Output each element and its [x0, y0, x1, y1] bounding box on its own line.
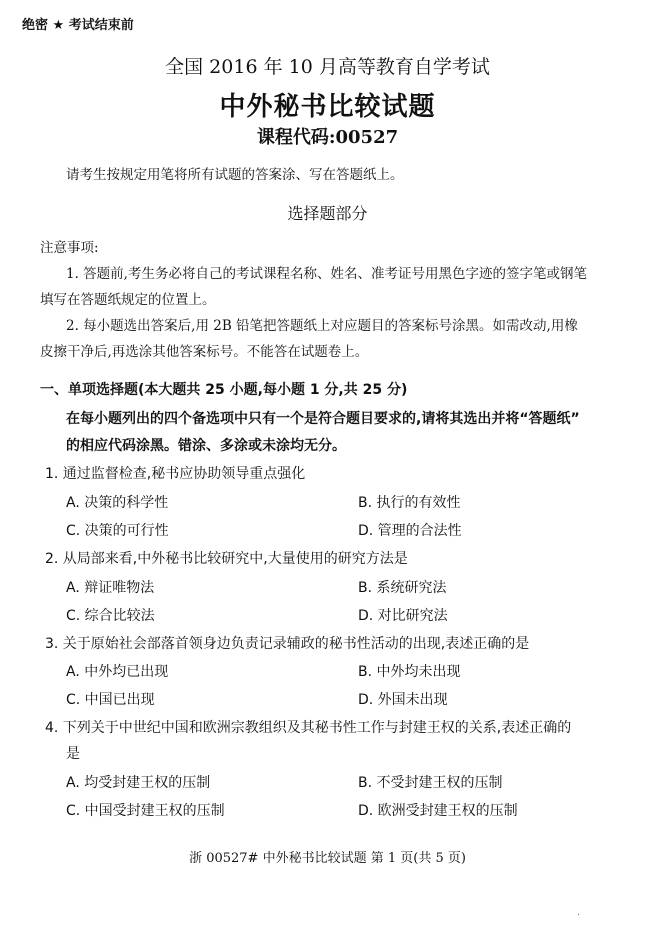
note-line: 皮擦干净后,再选涂其他答案标号。不能答在试题卷上。: [40, 344, 369, 360]
page-footer: 浙 00527# 中外秘书比较试题 第 1 页(共 5 页): [189, 851, 466, 866]
scan-mark: ·: [577, 910, 581, 921]
intro-text: 请考生按规定用笔将所有试题的答案涂、写在答题纸上。: [66, 167, 404, 183]
confidential-label: 绝密 ★ 考试结束前: [22, 18, 134, 33]
question-stem: 1. 通过监督检查,秘书应协助领导重点强化: [45, 466, 306, 482]
option-d: D. 对比研究法: [358, 608, 448, 624]
note-line: 2. 每小题选出答案后,用 2B 铅笔把答题纸上对应题目的答案标号涂黑。如需改动,用橡: [66, 318, 578, 334]
option-b: B. 系统研究法: [358, 580, 447, 596]
option-d: D. 管理的合法性: [358, 523, 462, 539]
question-stem: 4. 下列关于中世纪中国和欧洲宗教组织及其秘书性工作与封建王权的关系,表述正确的: [45, 720, 572, 736]
option-c: C. 中国受封建王权的压制: [66, 803, 225, 819]
paper-title: 中外秘书比较试题: [219, 92, 436, 122]
option-d: D. 外国未出现: [358, 692, 448, 708]
option-a: A. 中外均已出现: [66, 664, 169, 680]
option-b: B. 不受封建王权的压制: [358, 775, 503, 791]
option-c: C. 综合比较法: [66, 608, 155, 624]
note-line: 1. 答题前,考生务必将自己的考试课程名称、姓名、准考证号用黑色字迹的签字笔或钢笔: [66, 266, 587, 282]
question-stem: 3. 关于原始社会部落首领身边负责记录辅政的秘书性活动的出现,表述正确的是: [45, 636, 530, 652]
option-a: A. 均受封建王权的压制: [66, 775, 211, 791]
option-a: A. 辩证唯物法: [66, 580, 155, 596]
question-stem-continued: 是: [66, 746, 80, 762]
option-a: A. 决策的科学性: [66, 495, 169, 511]
part-instruction: 在每小题列出的四个备选项中只有一个是符合题目要求的,请将其选出并将“答题纸”: [66, 411, 580, 427]
option-c: C. 决策的可行性: [66, 523, 169, 539]
question-stem: 2. 从局部来看,中外秘书比较研究中,大量使用的研究方法是: [45, 551, 408, 567]
option-c: C. 中国已出现: [66, 692, 155, 708]
notes-heading: 注意事项:: [40, 240, 99, 256]
section-title: 选择题部分: [287, 204, 368, 223]
exam-name: 全国 2016 年 10 月高等教育自学考试: [165, 56, 490, 78]
part-instruction: 的相应代码涂黑。错涂、多涂或未涂均无分。: [66, 438, 346, 454]
part-heading: 一、单项选择题(本大题共 25 小题,每小题 1 分,共 25 分): [40, 382, 408, 398]
option-d: D. 欧洲受封建王权的压制: [358, 803, 518, 819]
option-b: B. 执行的有效性: [358, 495, 461, 511]
note-line: 填写在答题纸规定的位置上。: [40, 292, 216, 308]
option-b: B. 中外均未出现: [358, 664, 461, 680]
course-code: 课程代码:00527: [256, 127, 399, 148]
